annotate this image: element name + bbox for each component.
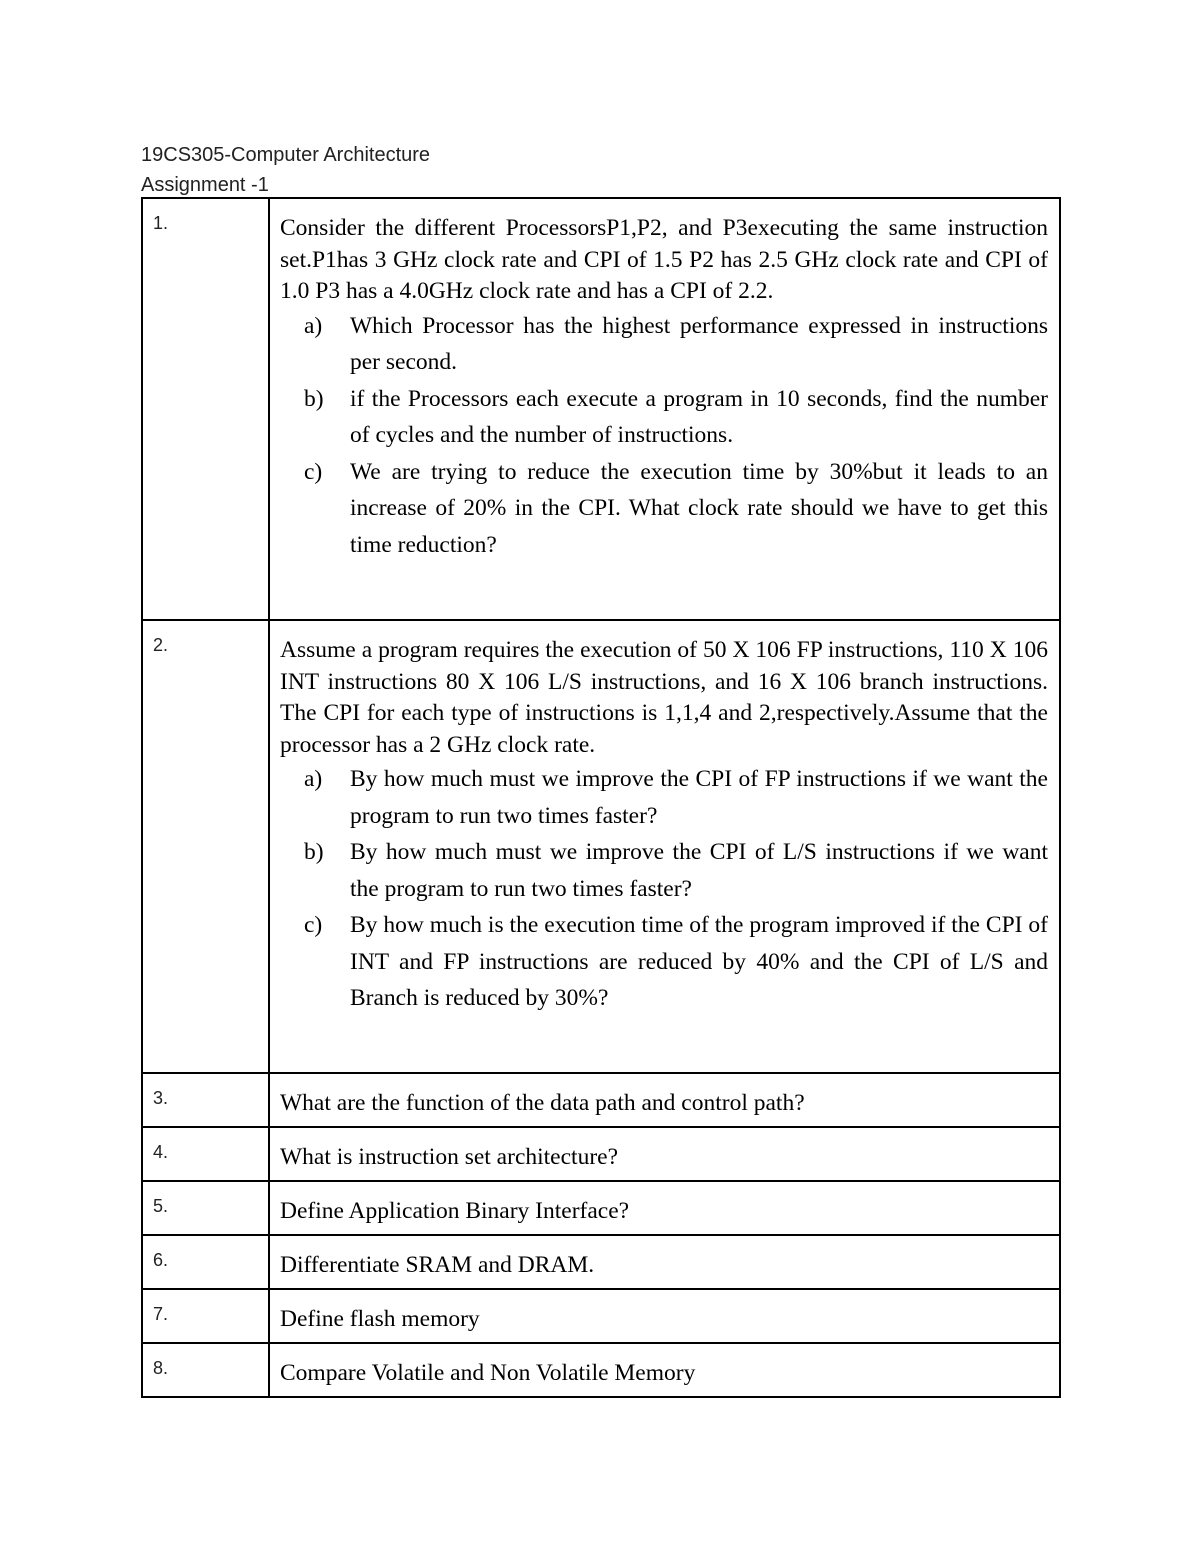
sub-question	[280, 907, 1048, 1017]
question-cell	[269, 620, 1060, 1073]
sub-question	[280, 834, 1048, 907]
question-text: What is instruction set architecture?	[269, 1127, 1060, 1181]
question-number: 2.	[142, 620, 269, 1073]
assignment-title: Assignment -1	[141, 174, 269, 196]
question-number: 7.	[142, 1289, 269, 1343]
question-text: Assume a program requires the execution of 50 X 106 FP instructions, 110 X 106 INT instructions 80 X 106 L/S instructions, and 16 X 106 branch instructions. The CPI for each type of instructions is 1,1,4 and 2,respectively.Assume that the processor has a 2 GHz clock rate.	[280, 637, 1048, 758]
sub-question-list	[280, 761, 1048, 1017]
sub-question	[280, 308, 1048, 381]
question-row	[142, 1235, 1060, 1289]
question-number: 8.	[142, 1343, 269, 1397]
question-text: Compare Volatile and Non Volatile Memory	[269, 1343, 1060, 1397]
sub-question-text: By how much must we improve the CPI of L/S instructions if we want the program to run two times faster?	[350, 839, 1048, 902]
question-row	[142, 1289, 1060, 1343]
sub-question-text: By how much must we improve the CPI of FP instructions if we want the program to run two times faster?	[350, 766, 1048, 829]
question-row	[142, 620, 1060, 1073]
sub-question-text: By how much is the execution time of the program improved if the CPI of INT and FP instructions are reduced by 40% and the CPI of L/S and Branch is reduced by 30%?	[350, 912, 1048, 1011]
question-number: 6.	[142, 1235, 269, 1289]
question-row	[142, 198, 1060, 620]
questions-table	[141, 197, 1061, 1398]
sub-question-text: if the Processors each execute a program in 10 seconds, find the number of cycles and the number of instructions.	[350, 385, 1048, 448]
question-row	[142, 1343, 1060, 1397]
sub-question-marker: a)	[304, 312, 323, 339]
sub-question-text: We are trying to reduce the execution time by 30%but it leads to an increase of 20% in the CPI. What clock rate should we have to get this time reduction?	[350, 458, 1048, 558]
sub-question-marker: b)	[304, 385, 324, 412]
sub-question-marker: c)	[304, 458, 323, 485]
question-number: 1.	[142, 198, 269, 620]
question-cell	[269, 198, 1060, 620]
sub-question	[280, 761, 1048, 834]
question-text: Consider the different ProcessorsP1,P2, and P3executing the same instruction set.P1has 3 GHz clock rate and CPI of 1.5 P2 has 2.5 GHz clock rate and CPI of 1.0 P3 has a 4.0GHz clock rate and has a CPI of 2.2.	[280, 215, 1048, 304]
question-text: What are the function of the data path and control path?	[269, 1073, 1060, 1127]
question-row	[142, 1181, 1060, 1235]
question-text: Define flash memory	[269, 1289, 1060, 1343]
question-row	[142, 1127, 1060, 1181]
page-header	[141, 140, 430, 200]
sub-question-marker: a)	[304, 766, 323, 792]
sub-question-text: Which Processor has the highest performance expressed in instructions per second.	[350, 312, 1048, 375]
question-row	[142, 1073, 1060, 1127]
sub-question-list	[280, 308, 1048, 564]
sub-question	[280, 381, 1048, 454]
question-number: 5.	[142, 1181, 269, 1235]
question-number: 3.	[142, 1073, 269, 1127]
sub-question	[280, 454, 1048, 564]
question-number: 4.	[142, 1127, 269, 1181]
course-title: 19CS305-Computer Architecture	[141, 144, 431, 166]
question-text: Define Application Binary Interface?	[269, 1181, 1060, 1235]
sub-question-marker: c)	[304, 912, 323, 938]
question-text: Differentiate SRAM and DRAM.	[269, 1235, 1060, 1289]
sub-question-marker: b)	[304, 839, 324, 865]
